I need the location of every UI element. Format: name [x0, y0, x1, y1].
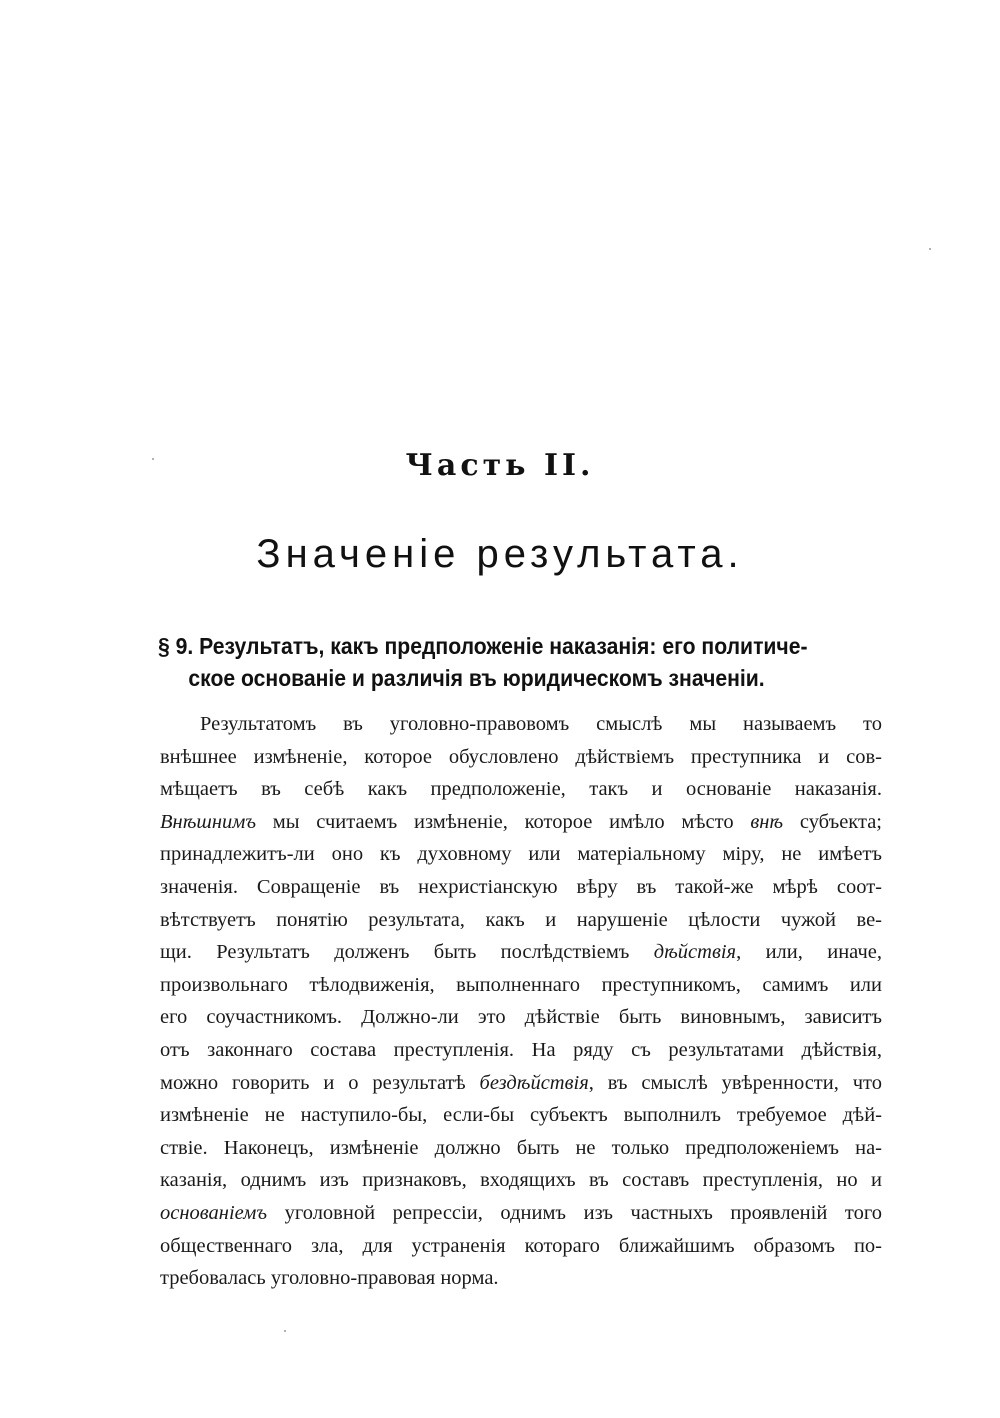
body-text-run: субъекта;	[783, 810, 882, 833]
body-line	[160, 936, 882, 969]
italic-term: внѣ	[750, 810, 784, 833]
part-heading: Часть II.	[405, 448, 595, 483]
body-line: его соучастникомъ. Должно-ли это дѣйствіе быть виновнымъ, зависитъ	[160, 1006, 882, 1029]
section-heading-line-2: ское основаніе и различія въ юридическомъ значеніи.	[188, 665, 765, 691]
body-line	[160, 1067, 882, 1100]
body-text-run: мы считаемъ измѣненіе, которое имѣло мѣсто	[255, 810, 751, 833]
body-line: внѣшнее измѣненіе, которое обусловлено дѣйствіемъ преступника и сов-	[160, 745, 882, 768]
page-title: Значеніе результата.	[256, 532, 744, 576]
section-heading	[158, 630, 830, 694]
body-text-run: можно говорить и о результатѣ	[160, 1071, 480, 1094]
body-line: требовалась уголовно-правовая норма.	[160, 1267, 499, 1290]
scan-speck	[152, 458, 154, 460]
body-line: отъ законнаго состава преступленія. На ряду съ результатами дѣйствія,	[160, 1038, 882, 1061]
scan-speck	[284, 1330, 286, 1332]
body-paragraph	[160, 708, 882, 1295]
body-line: казанія, однимъ изъ признаковъ, входящихъ въ составъ преступленія, но и	[160, 1169, 882, 1192]
body-line	[160, 806, 882, 839]
body-line: мѣщаетъ въ себѣ какъ предположеніе, такъ и основаніе наказанія.	[160, 778, 882, 801]
body-line: значенія. Совращеніе въ нехристіанскую вѣру въ такой-же мѣрѣ соот-	[160, 875, 882, 898]
scan-speck	[929, 248, 931, 250]
italic-term: бездѣйствія	[479, 1071, 589, 1094]
body-line: измѣненіе не наступило-бы, если-бы субъектъ выполнилъ требуемое дѣй-	[160, 1104, 882, 1127]
body-line: произвольнаго тѣлодвиженія, выполненнаго преступникомъ, самимъ или	[160, 973, 882, 996]
body-line: Результатомъ въ уголовно-правовомъ смыслѣ мы называемъ то	[200, 713, 882, 735]
body-line: вѣтствуетъ понятію результата, какъ и нарушеніе цѣлости чужой ве-	[160, 908, 882, 931]
body-line: общественнаго зла, для устраненія котораго ближайшимъ образомъ по-	[160, 1234, 882, 1257]
italic-term: дѣйствія	[653, 941, 737, 964]
body-text-run: , въ смыслѣ увѣренности, что	[588, 1071, 882, 1094]
body-line	[160, 1197, 882, 1230]
italic-term: основаніемъ	[160, 1201, 267, 1224]
body-line: ствіе. Наконецъ, измѣненіе должно быть не только предположеніемъ на-	[160, 1136, 882, 1159]
italic-term: Внѣшнимъ	[160, 810, 256, 833]
body-text-run: , или, иначе,	[736, 941, 882, 964]
section-heading-line-1: § 9. Результатъ, какъ предположеніе наказанія: его политиче-	[158, 633, 808, 659]
body-text-run: уголовной репрессіи, однимъ изъ частныхъ проявленій того	[266, 1201, 882, 1224]
body-line: принадлежитъ-ли оно къ духовному или матеріальному міру, не имѣетъ	[160, 843, 882, 866]
body-text-run: щи. Результатъ долженъ быть послѣдствіемъ	[160, 941, 654, 964]
